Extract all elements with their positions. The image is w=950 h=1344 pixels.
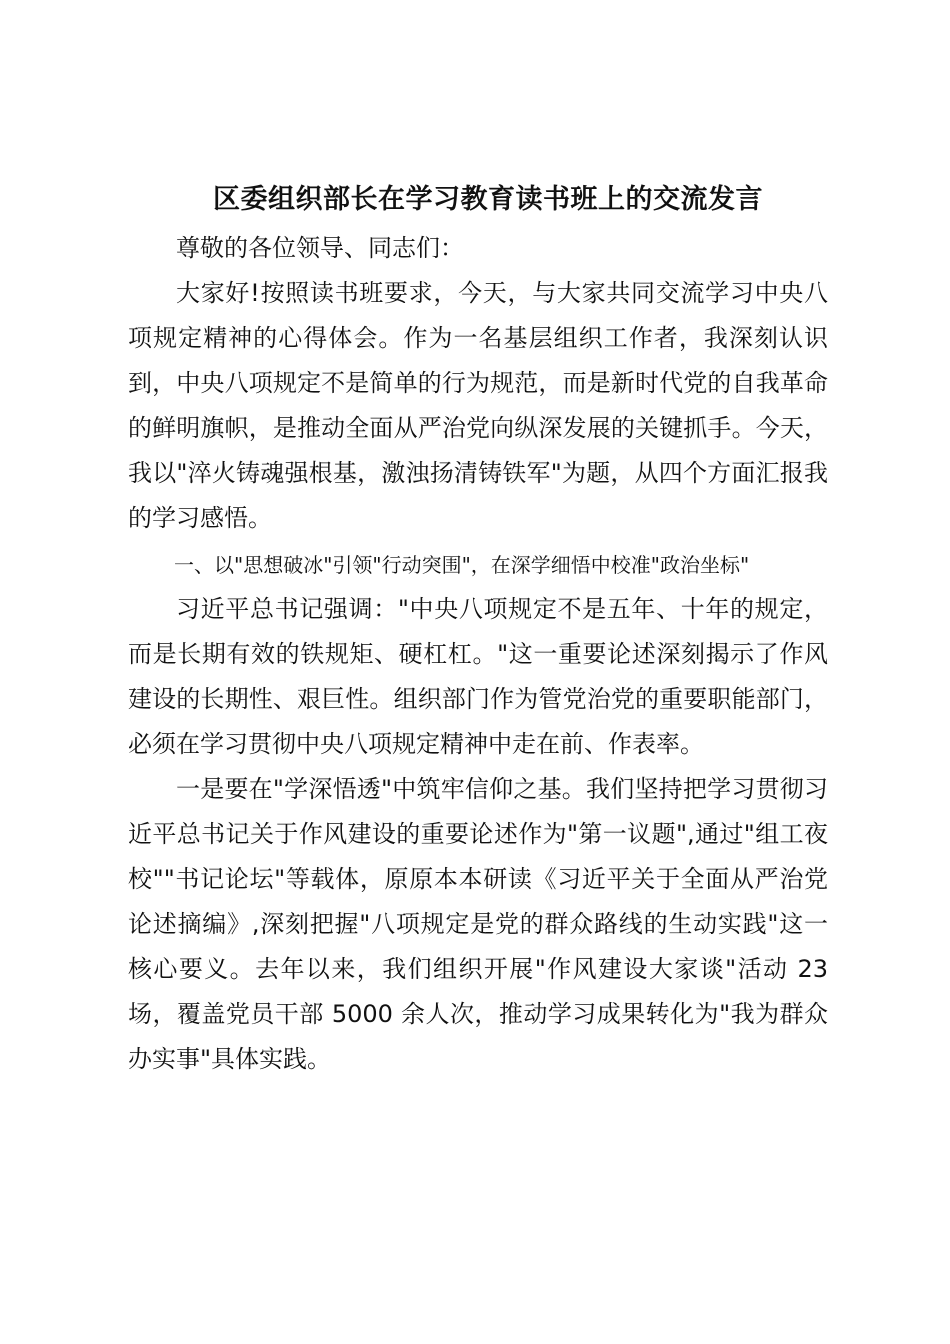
document-title: 区委组织部长在学习教育读书班上的交流发言 [213,184,763,215]
intro-paragraph: 大家好!按照读书班要求，今天，与大家共同交流学习中央八项规定精神的心得体会。作为一名基层组织工作者，我深刻认识到，中央八项规定不是简单的行为规范，而是新时代党的自我革命的鲜明旗帜，是推动全面从严治党向纵深发展的关键抓手。今天， 我以"淬火铸魂强根基，激浊扬清铸铁军"为题，从四个方面汇报我的学习感悟。 [128,279,828,532]
document-page [128,178,828,1082]
section-heading: 一、以"思想破冰"引领"行动突围"，在深学细悟中校准"政治坐标" [174,553,750,577]
salutation: 尊敬的各位领导、同志们： [176,234,464,262]
section-paragraph: 习近平总书记强调："中央八项规定不是五年、十年的规定，而是长期有效的铁规矩、硬杠杠。"这一重要论述深刻揭示了作风建设的长期性、艰巨性。组织部门作为管党治党的重要职能部门，必须在学习贯彻中央八项规定精神中走在前、作表率。 [128,595,828,758]
section-paragraph: 一是要在"学深悟透"中筑牢信仰之基。我们坚持把学习贯彻习近平总书记关于作风建设的重要论述作为"第一议题",通过"组工夜校""书记论坛"等载体，原原本本研读《习近平关于全面从严治党论述摘编》,深刻把握"八项规定是党的群众路线的生动实践"这一核心要义。去年以来，我们组织开展"作风建设大家谈"活动 23 场，覆盖党员干部 5000 余人次，推动学习成果转化为"我为群众办实事"具体实践。 [128,775,828,1073]
